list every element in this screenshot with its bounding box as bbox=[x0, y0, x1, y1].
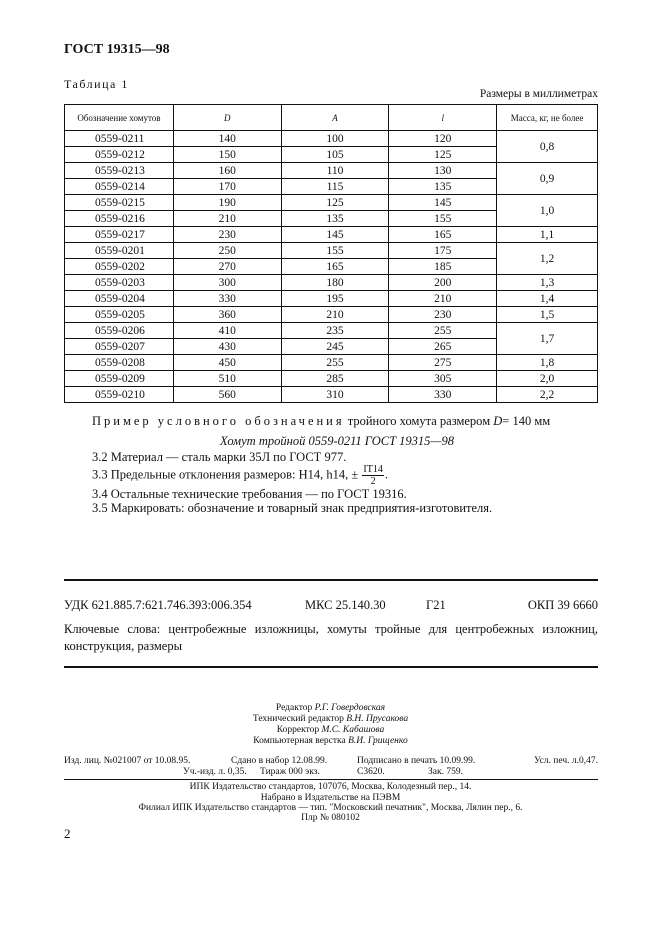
cell-l: 210 bbox=[389, 291, 497, 307]
cell-code: 0559-0213 bbox=[65, 163, 174, 179]
table-row bbox=[65, 227, 598, 243]
cell-a: 195 bbox=[281, 291, 389, 307]
cell-mass: 1,2 bbox=[497, 243, 598, 275]
keywords: Ключевые слова: центробежные изложницы, хомуты тройные для центробежных изложниц, конструкция, размеры bbox=[64, 622, 598, 653]
cell-d: 140 bbox=[173, 131, 281, 147]
table-row bbox=[65, 243, 598, 259]
cell-a: 145 bbox=[281, 227, 389, 243]
imprint-signed: Подписано в печать 10.09.99. bbox=[357, 756, 476, 766]
cell-l: 175 bbox=[389, 243, 497, 259]
cell-d: 560 bbox=[173, 387, 281, 403]
units-note: Размеры в миллиметрах bbox=[479, 88, 598, 100]
imprint-run: Тираж 000 экз. bbox=[260, 767, 320, 777]
cell-a: 285 bbox=[281, 371, 389, 387]
cell-a: 135 bbox=[281, 211, 389, 227]
imprint-typeset: Набрано в Издательстве на ПЭВМ bbox=[260, 793, 401, 803]
cell-mass: 1,5 bbox=[497, 307, 598, 323]
cell-l: 230 bbox=[389, 307, 497, 323]
requirement-3-4: 3.4 Остальные технические требования — по ГОСТ 19316. bbox=[92, 487, 407, 501]
cell-d: 230 bbox=[173, 227, 281, 243]
imprint-order: Зак. 759. bbox=[428, 767, 463, 777]
document-header: ГОСТ 19315—98 bbox=[64, 42, 170, 57]
cell-d: 510 bbox=[173, 371, 281, 387]
cell-code: 0559-0209 bbox=[65, 371, 174, 387]
imprint-c: С3620. bbox=[357, 767, 385, 777]
requirement-3-3 bbox=[92, 464, 388, 487]
cell-mass: 1,0 bbox=[497, 195, 598, 227]
cell-d: 270 bbox=[173, 259, 281, 275]
header-a: A bbox=[281, 105, 389, 131]
cell-a: 180 bbox=[281, 275, 389, 291]
page-number: 2 bbox=[64, 826, 71, 841]
corrector-label: Корректор bbox=[276, 725, 320, 735]
cell-code: 0559-0208 bbox=[65, 355, 174, 371]
cell-l: 145 bbox=[389, 195, 497, 211]
table-row bbox=[65, 323, 598, 339]
header-l: l bbox=[389, 105, 497, 131]
requirement-3-5: 3.5 Маркировать: обозначение и товарный знак предприятия-изготовителя. bbox=[92, 501, 493, 515]
cell-l: 265 bbox=[389, 339, 497, 355]
cell-l: 155 bbox=[389, 211, 497, 227]
table-header-row bbox=[65, 105, 598, 131]
cell-code: 0559-0203 bbox=[65, 275, 174, 291]
cell-l: 120 bbox=[389, 131, 497, 147]
header-d: D bbox=[173, 105, 281, 131]
cell-code: 0559-0205 bbox=[65, 307, 174, 323]
cell-d: 150 bbox=[173, 147, 281, 163]
cell-l: 305 bbox=[389, 371, 497, 387]
cell-d: 330 bbox=[173, 291, 281, 307]
layout-label: Компьютерная верстка bbox=[253, 736, 346, 746]
cell-d: 450 bbox=[173, 355, 281, 371]
cell-d: 170 bbox=[173, 179, 281, 195]
cell-l: 330 bbox=[389, 387, 497, 403]
cell-mass: 1,8 bbox=[497, 355, 598, 371]
table-row bbox=[65, 275, 598, 291]
editor-label: Редактор bbox=[275, 703, 313, 713]
cell-d: 210 bbox=[173, 211, 281, 227]
table-row bbox=[65, 387, 598, 403]
keywords-divider bbox=[64, 666, 598, 668]
cell-a: 105 bbox=[281, 147, 389, 163]
imprint-license: Изд. лиц. №021007 от 10.08.95. bbox=[64, 756, 191, 766]
cell-code: 0559-0207 bbox=[65, 339, 174, 355]
table-row bbox=[65, 195, 598, 211]
cell-a: 310 bbox=[281, 387, 389, 403]
cell-a: 165 bbox=[281, 259, 389, 275]
cell-mass: 2,2 bbox=[497, 387, 598, 403]
table-row bbox=[65, 371, 598, 387]
example-label: Пример условного обозначения bbox=[92, 414, 345, 428]
imprint-divider bbox=[64, 779, 598, 780]
imprint-edsheets: Уч.-изд. л. 0,35. bbox=[183, 767, 247, 777]
imprint-sheets: Усл. печ. л.0,47. bbox=[534, 756, 598, 766]
cell-a: 115 bbox=[281, 179, 389, 195]
example-variable: D bbox=[493, 414, 503, 428]
cell-code: 0559-0215 bbox=[65, 195, 174, 211]
cell-a: 235 bbox=[281, 323, 389, 339]
imprint-plr: Плр № 080102 bbox=[301, 813, 360, 823]
cell-code: 0559-0211 bbox=[65, 131, 174, 147]
cell-a: 210 bbox=[281, 307, 389, 323]
cell-mass: 0,8 bbox=[497, 131, 598, 163]
group-code: Г21 bbox=[426, 598, 446, 612]
cell-l: 185 bbox=[389, 259, 497, 275]
tech-editor-label: Технический редактор bbox=[252, 714, 344, 724]
table-row bbox=[65, 355, 598, 371]
cell-mass: 1,1 bbox=[497, 227, 598, 243]
cell-l: 135 bbox=[389, 179, 497, 195]
cell-d: 410 bbox=[173, 323, 281, 339]
cell-mass: 1,4 bbox=[497, 291, 598, 307]
requirement-3-3-text: 3.3 Предельные отклонения размеров: Н14, h14, ± bbox=[92, 467, 359, 482]
layout-name: В.И. Грищенко bbox=[348, 736, 408, 746]
cell-code: 0559-0201 bbox=[65, 243, 174, 259]
cell-code: 0559-0217 bbox=[65, 227, 174, 243]
table-row bbox=[65, 163, 598, 179]
okp-code: ОКП 39 6660 bbox=[527, 598, 598, 612]
cell-l: 200 bbox=[389, 275, 497, 291]
table-row bbox=[65, 307, 598, 323]
udk-code: УДК 621.885.7:621.746.393:006.354 bbox=[64, 598, 252, 612]
cell-a: 125 bbox=[281, 195, 389, 211]
cell-d: 360 bbox=[173, 307, 281, 323]
cell-mass: 2,0 bbox=[497, 371, 598, 387]
tech-editor-name: В.Н. Прусакова bbox=[346, 714, 409, 724]
credit-layout bbox=[0, 736, 661, 746]
cell-code: 0559-0202 bbox=[65, 259, 174, 275]
requirement-3-3-suffix: . bbox=[384, 467, 388, 482]
example-designation: Хомут тройной 0559-0211 ГОСТ 19315—98 bbox=[220, 434, 455, 448]
cell-mass: 0,9 bbox=[497, 163, 598, 195]
cell-l: 130 bbox=[389, 163, 497, 179]
cell-code: 0559-0214 bbox=[65, 179, 174, 195]
credit-tech-editor bbox=[0, 714, 661, 724]
table-row bbox=[65, 291, 598, 307]
cell-a: 245 bbox=[281, 339, 389, 355]
cell-a: 155 bbox=[281, 243, 389, 259]
requirement-3-2: 3.2 Материал — сталь марки 35Л по ГОСТ 977. bbox=[92, 450, 347, 464]
cell-mass: 1,3 bbox=[497, 275, 598, 291]
cell-l: 255 bbox=[389, 323, 497, 339]
header-designation: Обозначение хомутов bbox=[65, 105, 174, 131]
cell-code: 0559-0206 bbox=[65, 323, 174, 339]
cell-l: 165 bbox=[389, 227, 497, 243]
mks-code: МКС 25.140.30 bbox=[305, 598, 386, 612]
corrector-name: М.С. Кабашова bbox=[321, 725, 385, 735]
cell-code: 0559-0210 bbox=[65, 387, 174, 403]
fraction-denominator: 2 bbox=[370, 476, 376, 487]
cell-a: 255 bbox=[281, 355, 389, 371]
editor-name: Р.Г. Говердовская bbox=[314, 703, 386, 713]
cell-a: 110 bbox=[281, 163, 389, 179]
fraction-numerator: IT14 bbox=[363, 464, 383, 475]
cell-code: 0559-0216 bbox=[65, 211, 174, 227]
imprint-publisher: ИПК Издательство стандартов, 107076, Москва, Колодезный пер., 14. bbox=[189, 782, 472, 792]
cell-l: 125 bbox=[389, 147, 497, 163]
cell-code: 0559-0204 bbox=[65, 291, 174, 307]
dimensions-table bbox=[64, 104, 598, 403]
credit-editor bbox=[0, 703, 661, 713]
example-value: = 140 мм bbox=[502, 414, 551, 428]
cell-d: 250 bbox=[173, 243, 281, 259]
cell-d: 160 bbox=[173, 163, 281, 179]
credit-corrector bbox=[0, 725, 661, 735]
cell-d: 300 bbox=[173, 275, 281, 291]
imprint-set: Сдано в набор 12.08.99. bbox=[231, 756, 328, 766]
table-caption: Таблица 1 bbox=[64, 77, 129, 91]
tolerance-fraction bbox=[362, 464, 383, 487]
cell-d: 430 bbox=[173, 339, 281, 355]
cell-mass: 1,7 bbox=[497, 323, 598, 355]
example-text: тройного хомута размером bbox=[347, 414, 491, 428]
imprint-branch: Филиал ИПК Издательство стандартов — тип. "Московский печатник", Москва, Лялин пер., 6. bbox=[138, 803, 523, 813]
cell-code: 0559-0212 bbox=[65, 147, 174, 163]
cell-l: 275 bbox=[389, 355, 497, 371]
cell-d: 190 bbox=[173, 195, 281, 211]
example-line bbox=[92, 414, 550, 429]
cell-a: 100 bbox=[281, 131, 389, 147]
section-divider bbox=[64, 579, 598, 581]
table-row bbox=[65, 131, 598, 147]
header-mass: Масса, кг, не более bbox=[497, 105, 598, 131]
